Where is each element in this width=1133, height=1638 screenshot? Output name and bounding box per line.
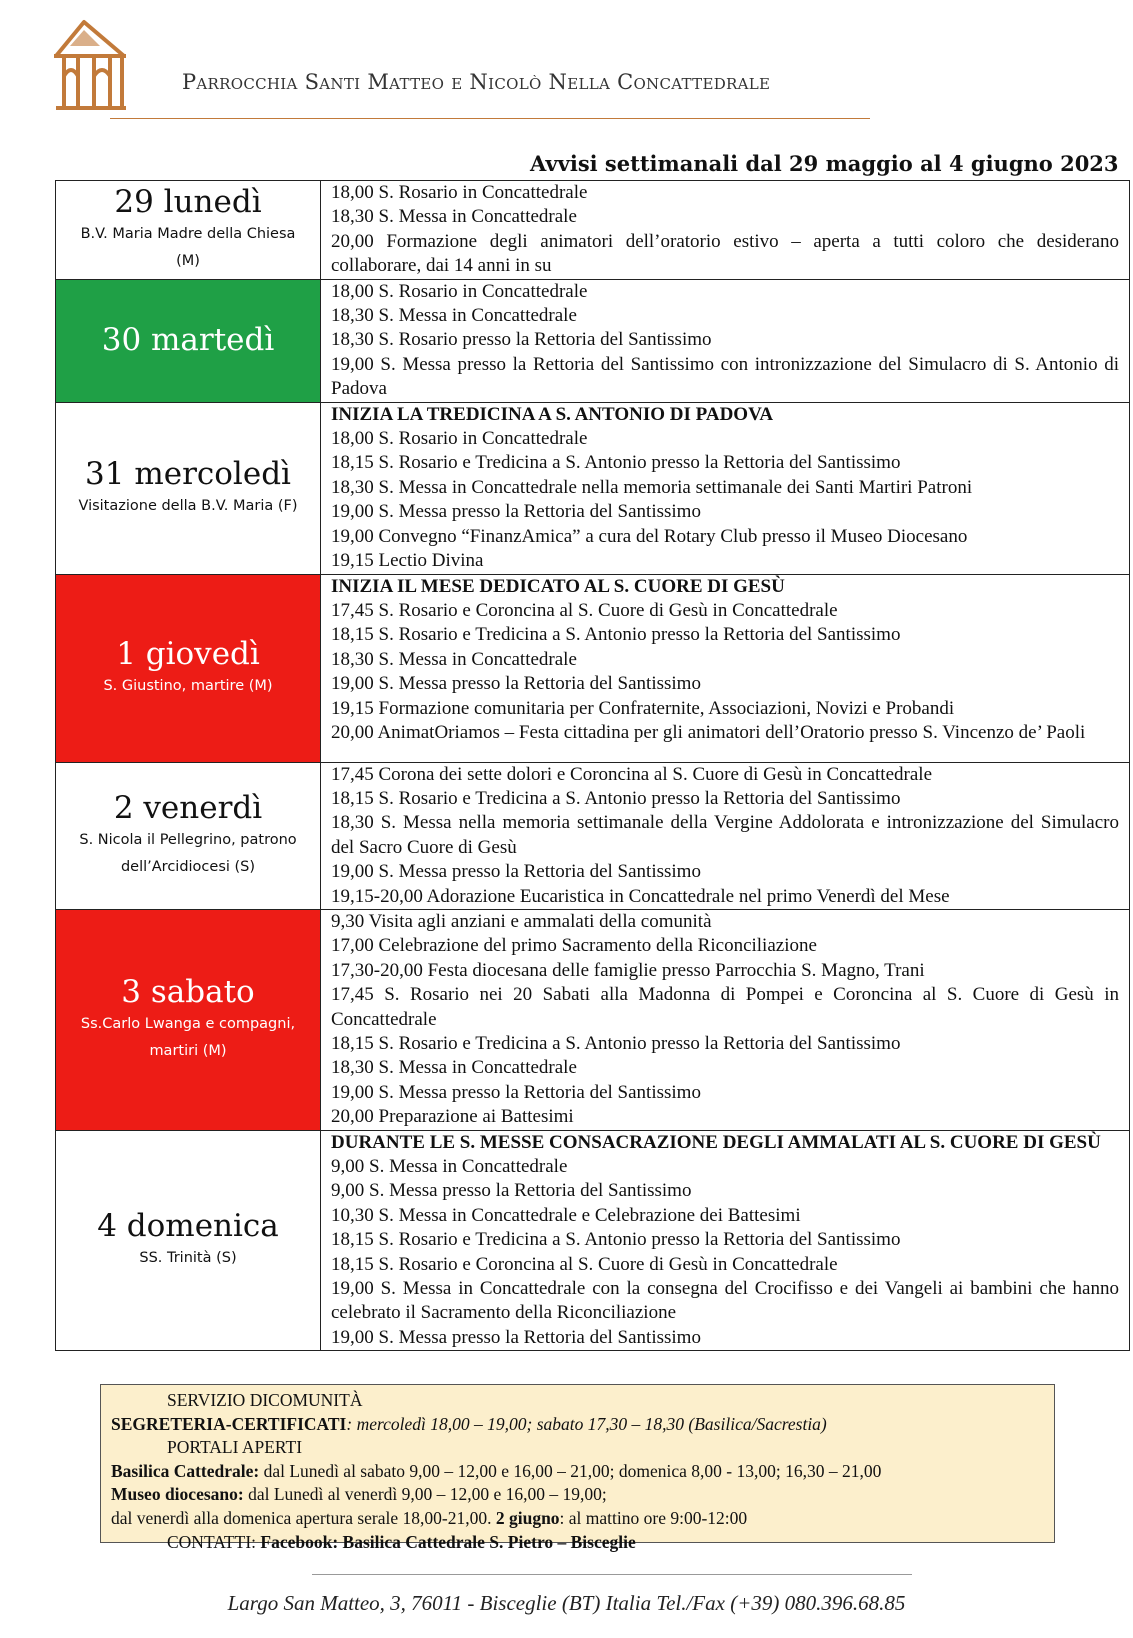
feast-label: S. Nicola il Pellegrino, patrono — [79, 831, 297, 848]
event-item: 18,00 S. Rosario in Concattedrale — [331, 182, 588, 203]
events-cell — [321, 909, 1130, 1130]
info-box — [100, 1384, 1055, 1552]
header-divider — [110, 118, 870, 119]
event-item: 9,00 S. Messa presso la Rettoria del Santissimo — [331, 1180, 692, 1202]
segreteria-hours: : mercoledì 18,00 – 19,00; sabato 17,30 – 18,30 (Basilica/Sacrestia) — [346, 1413, 827, 1434]
day-row-4 — [56, 1130, 1130, 1351]
event-item: 18,30 S. Messa in Concattedrale — [331, 648, 577, 670]
event-item: 17,45 S. Rosario e Coroncina al S. Cuore di Gesù in Concattedrale — [331, 599, 838, 621]
feast-label: SS. Trinità (S) — [139, 1250, 237, 1267]
event-item: 18,30 S. Messa in Concattedrale — [331, 305, 577, 327]
event-item: 17,00 Celebrazione del primo Sacramento della Riconciliazione — [331, 935, 817, 957]
event-item: 19,00 S. Messa in Concattedrale con la consegna del Crocifisso e dei Vangeli ai bambini che hanno celebrato il Sacramento della Riconciliazione — [331, 1278, 1119, 1324]
day-name: 30 martedì — [101, 322, 275, 359]
day-name: 1 giovedì — [116, 635, 260, 672]
day-cell — [56, 574, 321, 762]
event-item: 9,00 S. Messa in Concattedrale — [331, 1156, 568, 1177]
basilica-line — [111, 1460, 1044, 1484]
events-cell — [321, 181, 1130, 280]
day-name: 4 domenica — [97, 1208, 279, 1245]
day-cell — [56, 181, 321, 280]
day-row-30 — [56, 279, 1130, 402]
event-item: 19,00 S. Messa presso la Rettoria del Santissimo — [331, 673, 701, 695]
giugno-hours: : al mattino ore 9:00-12:00 — [559, 1507, 748, 1528]
day-name: 29 lunedì — [114, 183, 262, 220]
event-item: 20,00 Formazione degli animatori dell’oratorio estivo – aperta a tutti coloro che desiderano collaborare, dai 14 anni in su — [331, 230, 1119, 277]
day-row-29 — [56, 181, 1130, 280]
segreteria-line — [111, 1413, 1044, 1437]
event-item: 17,45 Corona dei sette dolori e Coroncina al S. Cuore di Gesù in Concattedrale — [331, 763, 932, 785]
feast-label: S. Giustino, martire (M) — [103, 677, 273, 694]
serale-text: dal venerdì alla domenica apertura serale 18,00-21,00. — [111, 1507, 496, 1528]
event-item: 20,00 AnimatOriamos – Festa cittadina per gli animatori dell’Oratorio presso S. Vincenzo de’ Paoli — [331, 721, 1086, 743]
event-item: 18,15 S. Rosario e Coroncina al S. Cuore di Gesù in Concattedrale — [331, 1253, 838, 1275]
feast-label: dell’Arcidiocesi (S) — [120, 859, 256, 876]
events-cell — [321, 279, 1130, 402]
museo-label: Museo diocesano: — [111, 1484, 244, 1505]
event-item: 19,15 Formazione comunitaria per Confraternite, Associazioni, Novizi e Probandi — [331, 697, 955, 719]
museo-hours: dal Lunedì al venerdì 9,00 – 12,00 e 16,00 – 19,00; — [243, 1484, 607, 1505]
event-heading: INIZIA LA TREDICINA A S. ANTONIO DI PADOVA — [331, 403, 774, 425]
event-item: 19,00 S. Messa presso la Rettoria del Santissimo — [331, 1326, 701, 1348]
event-item: 18,15 S. Rosario e Tredicina a S. Antonio presso la Rettoria del Santissimo — [331, 452, 901, 474]
event-heading: INIZIA IL MESE DEDICATO AL S. CUORE DI GESÙ — [331, 575, 785, 597]
event-item: 9,30 Visita agli anziani e ammalati della comunità — [331, 910, 712, 932]
event-item: 18,00 S. Rosario in Concattedrale — [331, 428, 588, 450]
event-heading: DURANTE LE S. MESSE CONSACRAZIONE DEGLI AMMALATI AL S. CUORE DI GESÙ — [331, 1131, 1101, 1153]
day-row-2 — [56, 762, 1130, 909]
footer-address: Largo San Matteo, 3, 76011 - Bisceglie (BT) Italia Tel./Fax (+39) 080.396.68.85 — [227, 1591, 906, 1615]
basilica-label: Basilica Cattedrale: — [111, 1460, 260, 1481]
event-item: 19,00 Convegno “FinanzAmica” a cura del Rotary Club presso il Museo Diocesano — [331, 525, 968, 547]
event-item: 18,30 S. Messa in Concattedrale — [331, 206, 577, 228]
feast-label: martiri (M) — [149, 1043, 227, 1060]
event-item: 10,30 S. Messa in Concattedrale e Celebrazione dei Battesimi — [331, 1204, 801, 1226]
event-item: 18,15 S. Rosario e Tredicina a S. Antonio presso la Rettoria del Santissimo — [331, 1229, 901, 1251]
day-name: 3 sabato — [121, 973, 255, 1010]
day-row-1 — [56, 574, 1130, 762]
day-cell — [56, 402, 321, 574]
event-item: 18,30 S. Messa in Concattedrale — [331, 1057, 577, 1079]
event-item: 20,00 Preparazione ai Battesimi — [331, 1106, 574, 1128]
segreteria-label: SEGRETERIA-CERTIFICATI — [111, 1413, 347, 1434]
serale-line — [111, 1507, 1044, 1531]
event-item: 19,00 S. Messa presso la Rettoria del Santissimo — [331, 501, 701, 523]
event-item: 18,15 S. Rosario e Tredicina a S. Antonio presso la Rettoria del Santissimo — [331, 624, 901, 646]
event-item: 18,30 S. Rosario presso la Rettoria del Santissimo — [331, 329, 712, 351]
giugno-label: 2 giugno — [495, 1507, 560, 1528]
event-item: 18,15 S. Rosario e Tredicina a S. Antonio presso la Rettoria del Santissimo — [331, 1032, 901, 1054]
event-item: 18,15 S. Rosario e Tredicina a S. Antonio presso la Rettoria del Santissimo — [331, 787, 901, 809]
portali-heading: PORTALI APERTI — [167, 1437, 303, 1458]
event-item: 19,15-20,00 Adorazione Eucaristica in Concattedrale nel primo Venerdì del Mese — [331, 885, 950, 907]
day-row-31 — [56, 402, 1130, 574]
parish-name: Parrocchia Santi Matteo e Nicolò Nella Concattedrale — [182, 70, 771, 94]
contatti-label: CONTATTI: — [167, 1531, 261, 1552]
events-cell — [321, 402, 1130, 574]
day-cell — [56, 762, 321, 909]
event-item: 19,00 S. Messa presso la Rettoria del Santissimo — [331, 861, 701, 883]
events-cell — [321, 574, 1130, 762]
feast-label: Visitazione della B.V. Maria (F) — [78, 497, 298, 514]
contatti-line — [111, 1531, 1044, 1555]
event-item: 19,00 S. Messa presso la Rettoria del Santissimo con intronizzazione del Simulacro di S. Antonio di Padova — [331, 353, 1119, 400]
events-cell — [321, 762, 1130, 909]
footer-divider — [312, 1574, 912, 1575]
event-item: 19,15 Lectio Divina — [331, 550, 484, 572]
day-cell — [56, 909, 321, 1130]
day-name: 2 venerdì — [113, 789, 263, 826]
day-cell — [56, 279, 321, 402]
day-row-3 — [56, 909, 1130, 1130]
events-cell — [321, 1130, 1130, 1351]
servizio-heading: SERVIZIO DICOMUNITÀ — [167, 1390, 363, 1410]
event-item: 17,45 S. Rosario nei 20 Sabati alla Madonna di Pompei e Coroncina al S. Cuore di Gesù in Concattedrale — [331, 984, 1119, 1030]
feast-label: Ss.Carlo Lwanga e compagni, — [80, 1015, 296, 1032]
event-item: 19,00 S. Messa presso la Rettoria del Santissimo — [331, 1081, 701, 1103]
day-cell — [56, 1130, 321, 1351]
basilica-hours: dal Lunedì al sabato 9,00 – 12,00 e 16,00 – 21,00; domenica 8,00 - 13,00; 16,30 – 21,00 — [259, 1460, 882, 1481]
feast-label: B.V. Maria Madre della Chiesa (M) — [80, 225, 296, 270]
page-title: Avvisi settimanali dal 29 maggio al 4 giugno 2023 — [530, 151, 1119, 176]
museo-line — [111, 1483, 1044, 1507]
parish-logo — [50, 16, 130, 112]
event-item: 18,30 S. Messa nella memoria settimanale della Vergine Addolorata e intronizzazione del Simulacro del Sacro Cuore di Gesù — [331, 812, 1119, 858]
facebook-link[interactable]: Facebook: Basilica Cattedrale S. Pietro – Bisceglie — [260, 1531, 636, 1552]
day-name: 31 mercoledì — [85, 455, 291, 492]
event-item: 18,00 S. Rosario in Concattedrale — [331, 280, 588, 302]
weekly-schedule-table — [55, 180, 1130, 1351]
event-item: 17,30-20,00 Festa diocesana delle famiglie presso Parrocchia S. Magno, Trani — [331, 959, 925, 981]
event-item: 18,30 S. Messa in Concattedrale nella memoria settimanale dei Santi Martiri Patroni — [331, 476, 973, 498]
